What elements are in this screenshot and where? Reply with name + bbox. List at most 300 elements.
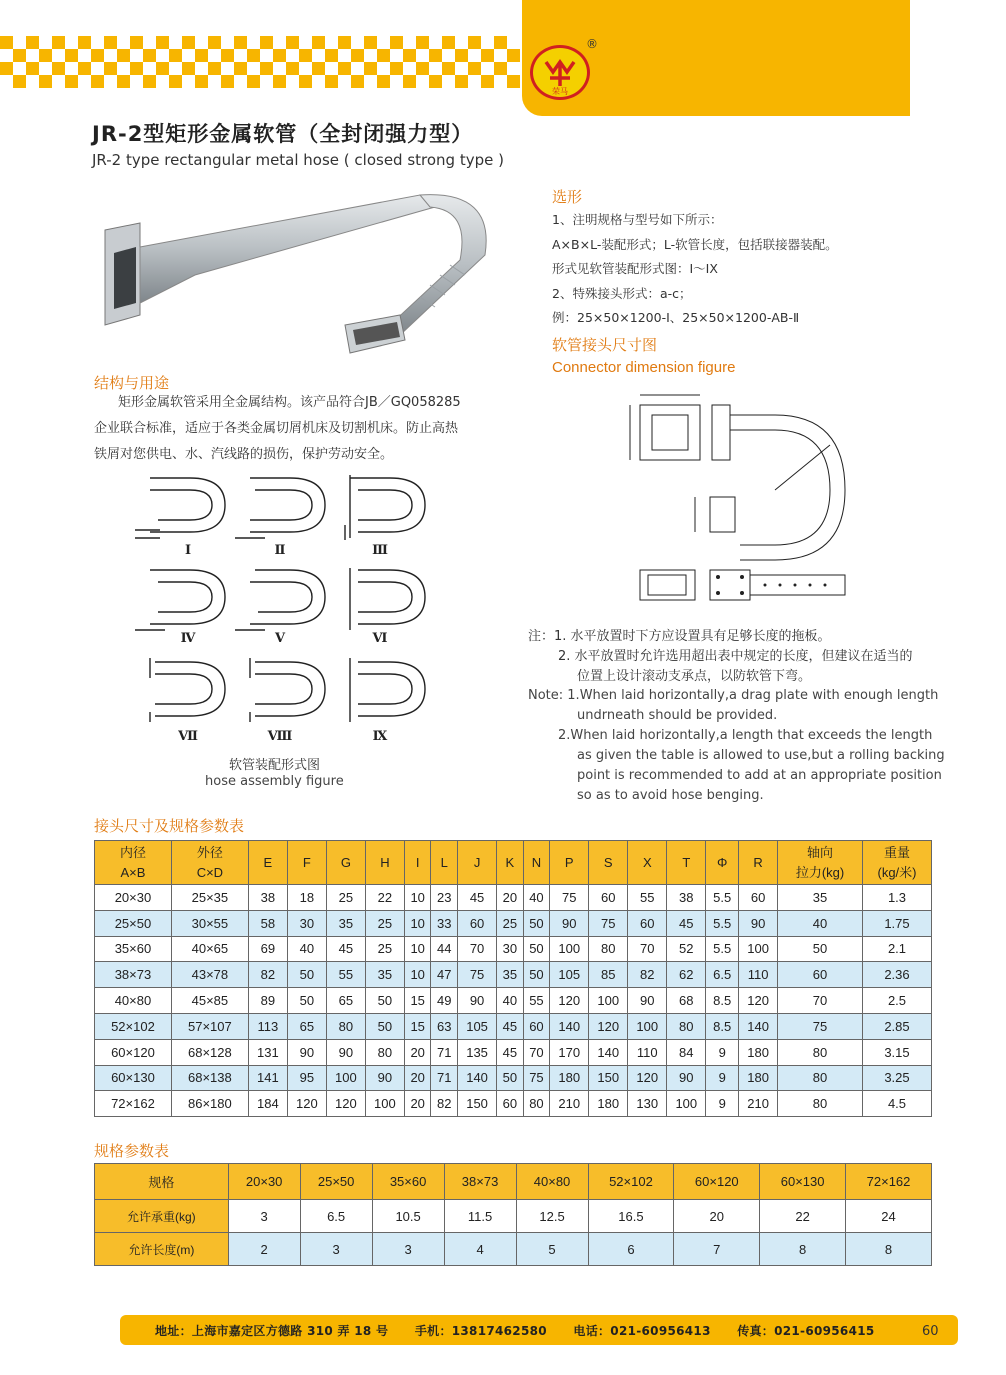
structure-text <box>94 390 514 468</box>
size-header-cell: 40×80 <box>516 1164 588 1200</box>
table-cell: 90 <box>628 988 667 1014</box>
table-cell: 60×130 <box>95 1065 172 1091</box>
header-line: 内径 <box>119 844 146 860</box>
table-row <box>95 1164 932 1200</box>
table-cell: 141 <box>248 1065 287 1091</box>
table-cell: 58 <box>248 910 287 936</box>
table-cell: 60 <box>628 910 667 936</box>
table-header-cell <box>497 841 524 885</box>
table-cell: 90 <box>739 910 778 936</box>
checker-pattern <box>0 36 530 88</box>
table-header-cell <box>862 841 931 885</box>
table-cell: 90 <box>326 1039 365 1065</box>
table-header-cell <box>706 841 739 885</box>
table-cell: 43×78 <box>171 962 248 988</box>
selection-line: 形式见软管装配形式图：I～IX <box>552 261 718 276</box>
table-row <box>95 1091 932 1117</box>
table-cell: 38 <box>667 885 706 911</box>
table-cell: 80 <box>365 1039 404 1065</box>
table-cell: 8 <box>846 1233 932 1266</box>
table-cell: 40 <box>778 910 863 936</box>
table-cell: 15 <box>404 1013 431 1039</box>
table-header-cell <box>589 841 628 885</box>
header-line: 重量 <box>883 844 910 860</box>
table-cell: 180 <box>739 1065 778 1091</box>
table-cell: 62 <box>667 962 706 988</box>
table-cell: 45 <box>326 936 365 962</box>
header-line: P <box>564 854 574 870</box>
table-cell: 3 <box>300 1233 372 1266</box>
table-cell: 40×65 <box>171 936 248 962</box>
table-cell: 100 <box>739 936 778 962</box>
table-cell: 55 <box>628 885 667 911</box>
assembly-figure <box>130 470 440 750</box>
header-line: 拉力(kg) <box>795 864 845 880</box>
table-row <box>95 962 932 988</box>
table-cell: 45 <box>497 1039 524 1065</box>
header-line: (kg/米) <box>877 864 917 880</box>
assembly-shape <box>358 674 412 704</box>
table-cell: 9 <box>706 1065 739 1091</box>
table-cell: 10 <box>404 910 431 936</box>
table-cell: 50 <box>523 910 550 936</box>
table-header-cell <box>739 841 778 885</box>
company-logo <box>530 45 590 100</box>
table1-heading: 接头尺寸及规格参数表 <box>94 817 245 835</box>
table-cell: 10 <box>404 962 431 988</box>
table-cell: 60 <box>589 885 628 911</box>
hose-product-photo <box>100 185 500 360</box>
table-cell: 5.5 <box>706 910 739 936</box>
table-header-cell <box>171 841 248 885</box>
table-cell: 20×30 <box>95 885 172 911</box>
header-line: S <box>603 854 613 870</box>
table-cell: 20 <box>404 1091 431 1117</box>
table-cell: 69 <box>248 936 287 962</box>
table-cell: 90 <box>550 910 589 936</box>
table-cell: 50 <box>287 962 326 988</box>
note-line: 注：1. 水平放置时下方应设置具有足够长度的拖板。 <box>528 629 831 644</box>
assembly-shape <box>158 582 212 612</box>
table-cell: 130 <box>628 1091 667 1117</box>
table-cell: 52×102 <box>95 1013 172 1039</box>
table-cell: 180 <box>589 1091 628 1117</box>
table-header-cell <box>550 841 589 885</box>
table-cell: 6 <box>588 1233 674 1266</box>
connector-heading-en: Connector dimension figure <box>552 359 736 376</box>
note-line: point is recommended to add at an appropriate position <box>577 768 942 783</box>
table-cell: 25×50 <box>95 910 172 936</box>
table-cell: 15 <box>404 988 431 1014</box>
assembly-label: Ⅵ <box>372 631 388 646</box>
page-subtitle: JR-2 type rectangular metal hose ( closed strong type ) <box>92 151 504 169</box>
table-cell: 82 <box>431 1091 458 1117</box>
table-cell: 120 <box>550 988 589 1014</box>
assembly-label: V <box>274 631 286 646</box>
header-line: N <box>531 854 542 870</box>
table-cell: 6.5 <box>300 1200 372 1233</box>
table-header-cell <box>365 841 404 885</box>
structure-line: 铁屑对您供电、水、汽线路的损伤，保护劳动安全。 <box>94 447 394 462</box>
table-header-cell <box>95 841 172 885</box>
table-cell: 180 <box>550 1065 589 1091</box>
table-header-cell <box>667 841 706 885</box>
assembly-shape <box>155 674 212 704</box>
note-line: Note: 1.When laid horizontally,a drag plate with enough length <box>528 688 939 703</box>
table-cell: 75 <box>589 910 628 936</box>
header-line: X <box>642 854 652 870</box>
header-line: T <box>682 854 691 870</box>
assembly-shape <box>150 490 212 520</box>
assembly-shape <box>250 570 325 624</box>
table-header-cell <box>628 841 667 885</box>
assembly-shape <box>255 662 325 716</box>
notes-en <box>528 686 945 806</box>
table-cell: 1.75 <box>862 910 931 936</box>
assembly-shape <box>358 662 425 716</box>
table-cell: 8.5 <box>706 1013 739 1039</box>
table-cell: 86×180 <box>171 1091 248 1117</box>
note-line: 2.When laid horizontally,a length that exceeds the length <box>558 728 933 743</box>
table-cell: 4.5 <box>862 1091 931 1117</box>
table-cell: 4 <box>444 1233 516 1266</box>
table-cell: 184 <box>248 1091 287 1117</box>
table-cell: 38×73 <box>95 962 172 988</box>
table-cell: 60 <box>739 885 778 911</box>
assembly-label: Ⅶ <box>178 729 198 744</box>
table-cell: 9 <box>706 1039 739 1065</box>
spec-param-table <box>94 1163 932 1266</box>
table-cell: 50 <box>523 962 550 988</box>
table-cell: 35×60 <box>95 936 172 962</box>
assembly-shape <box>255 674 312 704</box>
table-cell: 2.85 <box>862 1013 931 1039</box>
row-label: 规格 <box>95 1164 229 1200</box>
size-header-cell: 72×162 <box>846 1164 932 1200</box>
assembly-shape <box>155 662 225 716</box>
table-cell: 100 <box>628 1013 667 1039</box>
header-line: L <box>440 854 448 870</box>
header-line: 外径 <box>196 844 223 860</box>
connector-heading-cn: 软管接头尺寸图 <box>552 336 658 354</box>
table-cell: 35 <box>497 962 524 988</box>
note-line: as given the table is allowed to use,but a rolling backing <box>577 748 945 763</box>
table-cell: 90 <box>458 988 497 1014</box>
table-cell: 24 <box>846 1200 932 1233</box>
table-cell: 75 <box>778 1013 863 1039</box>
logo-text: 荣马 <box>552 87 568 96</box>
assembly-shape <box>250 582 312 612</box>
header-line: E <box>263 854 273 870</box>
table-cell: 85 <box>589 962 628 988</box>
assembly-shape <box>135 530 160 538</box>
table-cell: 60 <box>497 1091 524 1117</box>
table-cell: 50 <box>523 936 550 962</box>
table-cell: 80 <box>778 1065 863 1091</box>
table-cell: 80 <box>326 1013 365 1039</box>
table-cell: 2.36 <box>862 962 931 988</box>
selection-line: 例：25×50×1200-I、25×50×1200-AB-Ⅱ <box>552 310 800 325</box>
table-cell: 47 <box>431 962 458 988</box>
assembly-shape <box>250 478 325 532</box>
table-cell: 8.5 <box>706 988 739 1014</box>
table-row <box>95 885 932 911</box>
assembly-shape <box>150 570 225 624</box>
table-cell: 25 <box>326 885 365 911</box>
table-cell: 65 <box>287 1013 326 1039</box>
table-cell: 8 <box>760 1233 846 1266</box>
table-cell: 80 <box>589 936 628 962</box>
assembly-shape <box>358 490 412 520</box>
table-cell: 72×162 <box>95 1091 172 1117</box>
size-header-cell: 35×60 <box>372 1164 444 1200</box>
assembly-caption-cn: 软管装配形式图 <box>229 758 321 773</box>
table-cell: 120 <box>326 1091 365 1117</box>
table-cell: 120 <box>739 988 778 1014</box>
assembly-shape <box>345 475 350 540</box>
selection-heading: 选形 <box>552 188 583 206</box>
table-cell: 3.15 <box>862 1039 931 1065</box>
note-line: 位置上设计滚动支承点，以防软管下弯。 <box>577 669 812 684</box>
table-cell: 110 <box>628 1039 667 1065</box>
table-cell: 63 <box>431 1013 458 1039</box>
header-line: A×B <box>120 864 146 880</box>
header-line: 轴向 <box>807 844 834 860</box>
table-cell: 113 <box>248 1013 287 1039</box>
footer-address: 地址：上海市嘉定区方德路 310 弄 18 号 <box>155 1324 389 1338</box>
page-number: 60 <box>922 1324 939 1339</box>
structure-line: 矩形金属软管采用全金属结构。该产品符合JB／GQ058285 <box>118 395 461 410</box>
assembly-label: Ⅷ <box>267 729 293 744</box>
table-cell: 70 <box>778 988 863 1014</box>
selection-line: A×B×L-装配形式；L-软管长度，包括联接器装配。 <box>552 236 838 252</box>
table-cell: 7 <box>674 1233 760 1266</box>
table-cell: 80 <box>778 1039 863 1065</box>
page-title: JR-2型矩形金属软管（全封闭强力型） <box>92 122 474 146</box>
table-cell: 60×120 <box>95 1039 172 1065</box>
table-cell: 68×138 <box>171 1065 248 1091</box>
note-line: 2. 水平放置时允许选用超出表中规定的长度，但建议在适当的 <box>558 649 913 664</box>
table-cell: 170 <box>550 1039 589 1065</box>
header-line: R <box>753 854 763 870</box>
table-cell: 3 <box>228 1200 300 1233</box>
table-cell: 120 <box>628 1065 667 1091</box>
connector-spec-table <box>94 840 932 1117</box>
table-cell: 82 <box>628 962 667 988</box>
assembly-label: Ⅸ <box>372 729 388 744</box>
header-line: F <box>302 854 311 870</box>
assembly-caption-en: hose assembly figure <box>205 774 344 789</box>
table-cell: 50 <box>778 936 863 962</box>
table-cell: 50 <box>365 988 404 1014</box>
table-cell: 2.5 <box>862 988 931 1014</box>
table-header-cell <box>431 841 458 885</box>
table-cell: 210 <box>550 1091 589 1117</box>
table-cell: 90 <box>365 1065 404 1091</box>
table-cell: 57×107 <box>171 1013 248 1039</box>
table-cell: 82 <box>248 962 287 988</box>
table-header-cell <box>404 841 431 885</box>
row-label: 允许长度(m) <box>95 1233 229 1266</box>
table-cell: 60 <box>778 962 863 988</box>
table-cell: 84 <box>667 1039 706 1065</box>
table-cell: 18 <box>287 885 326 911</box>
table-cell: 25 <box>497 910 524 936</box>
notes-cn <box>528 627 913 687</box>
table-cell: 35 <box>365 962 404 988</box>
table-cell: 80 <box>778 1091 863 1117</box>
connector-dimension-figure <box>600 385 860 610</box>
table-cell: 70 <box>628 936 667 962</box>
table-cell: 10 <box>404 885 431 911</box>
table-cell: 40 <box>523 885 550 911</box>
table-cell: 95 <box>287 1065 326 1091</box>
table-cell: 210 <box>739 1091 778 1117</box>
table-cell: 105 <box>550 962 589 988</box>
table-cell: 40 <box>497 988 524 1014</box>
note-line: undrneath should be provided. <box>577 708 778 723</box>
table-row <box>95 1039 932 1065</box>
table-cell: 60 <box>523 1013 550 1039</box>
table-header-cell <box>326 841 365 885</box>
assembly-label: Ⅳ <box>180 631 196 646</box>
table-cell: 68×128 <box>171 1039 248 1065</box>
selection-line: 2、特殊接头形式：a-c； <box>552 285 692 301</box>
header-line: K <box>505 854 515 870</box>
table-cell: 52 <box>667 936 706 962</box>
table-cell: 75 <box>458 962 497 988</box>
table-cell: 20 <box>497 885 524 911</box>
table-cell: 50 <box>365 1013 404 1039</box>
assembly-shape <box>150 478 225 532</box>
table-cell: 90 <box>287 1039 326 1065</box>
assembly-shape <box>250 490 312 520</box>
table-cell: 10.5 <box>372 1200 444 1233</box>
table-cell: 44 <box>431 936 458 962</box>
table-cell: 71 <box>431 1039 458 1065</box>
table2-heading: 规格参数表 <box>94 1142 170 1160</box>
table-header-cell <box>248 841 287 885</box>
table-cell: 45 <box>667 910 706 936</box>
table-cell: 150 <box>458 1091 497 1117</box>
assembly-label: I <box>184 543 192 558</box>
table-cell: 70 <box>523 1039 550 1065</box>
assembly-shape <box>358 582 412 612</box>
table-cell: 20 <box>404 1065 431 1091</box>
registered-mark: ® <box>586 37 598 51</box>
table-cell: 2 <box>228 1233 300 1266</box>
table-cell: 6.5 <box>706 962 739 988</box>
table-cell: 33 <box>431 910 458 936</box>
assembly-shape <box>358 570 425 624</box>
structure-line: 企业联合标准，适应于各类金属切屑机床及切割机床。防止高热 <box>94 421 459 436</box>
table-cell: 25 <box>365 910 404 936</box>
table-cell: 140 <box>739 1013 778 1039</box>
table-cell: 70 <box>458 936 497 962</box>
table-cell: 140 <box>458 1065 497 1091</box>
table-cell: 25×35 <box>171 885 248 911</box>
table-cell: 40 <box>287 936 326 962</box>
table-cell: 38 <box>248 885 287 911</box>
assembly-shape <box>350 478 425 532</box>
assembly-label: Ⅱ <box>274 543 286 558</box>
table-cell: 140 <box>550 1013 589 1039</box>
table-cell: 68 <box>667 988 706 1014</box>
structure-heading: 结构与用途 <box>94 374 170 392</box>
table-row <box>95 1200 932 1233</box>
table-cell: 49 <box>431 988 458 1014</box>
header-line: C×D <box>196 864 224 880</box>
size-header-cell: 20×30 <box>228 1164 300 1200</box>
table-header-cell <box>778 841 863 885</box>
table-cell: 100 <box>667 1091 706 1117</box>
table-cell: 10 <box>404 936 431 962</box>
selection-line: 1、注明规格与型号如下所示： <box>552 212 723 227</box>
table-cell: 11.5 <box>444 1200 516 1233</box>
table-row <box>95 1233 932 1266</box>
table-cell: 12.5 <box>516 1200 588 1233</box>
table-cell: 20 <box>674 1200 760 1233</box>
table-cell: 35 <box>326 910 365 936</box>
table-cell: 75 <box>523 1065 550 1091</box>
row-label: 允许承重(kg) <box>95 1200 229 1233</box>
table-cell: 100 <box>365 1091 404 1117</box>
table-cell: 150 <box>589 1065 628 1091</box>
header-line: H <box>380 854 390 870</box>
assembly-label: Ⅲ <box>372 543 388 558</box>
header-line: I <box>415 854 420 870</box>
table-cell: 120 <box>589 1013 628 1039</box>
table-cell: 5 <box>516 1233 588 1266</box>
header-line: G <box>340 854 351 870</box>
table-cell: 50 <box>497 1065 524 1091</box>
table-header-row <box>95 841 932 885</box>
table-cell: 22 <box>365 885 404 911</box>
table-cell: 25 <box>365 936 404 962</box>
table-cell: 135 <box>458 1039 497 1065</box>
table-cell: 71 <box>431 1065 458 1091</box>
table-cell: 55 <box>326 962 365 988</box>
table-header-cell <box>287 841 326 885</box>
table-cell: 180 <box>739 1039 778 1065</box>
size-header-cell: 25×50 <box>300 1164 372 1200</box>
table-cell: 35 <box>778 885 863 911</box>
table-cell: 120 <box>287 1091 326 1117</box>
footer-mobile: 手机：13817462580 <box>414 1324 547 1338</box>
size-header-cell: 60×130 <box>760 1164 846 1200</box>
table-cell: 16.5 <box>588 1200 674 1233</box>
table-cell: 3.25 <box>862 1065 931 1091</box>
table-cell: 100 <box>550 936 589 962</box>
table-cell: 40×80 <box>95 988 172 1014</box>
table-cell: 5.5 <box>706 936 739 962</box>
table-cell: 55 <box>523 988 550 1014</box>
table-cell: 80 <box>523 1091 550 1117</box>
table-cell: 23 <box>431 885 458 911</box>
size-header-cell: 38×73 <box>444 1164 516 1200</box>
table-cell: 30 <box>287 910 326 936</box>
header-line: Φ <box>717 854 728 870</box>
table-cell: 45 <box>458 885 497 911</box>
table-cell: 90 <box>667 1065 706 1091</box>
table-row <box>95 1065 932 1091</box>
table-cell: 75 <box>550 885 589 911</box>
table-cell: 22 <box>760 1200 846 1233</box>
table-cell: 3 <box>372 1233 444 1266</box>
note-line: so as to avoid hose benging. <box>577 788 764 803</box>
table-cell: 45 <box>497 1013 524 1039</box>
table-cell: 131 <box>248 1039 287 1065</box>
